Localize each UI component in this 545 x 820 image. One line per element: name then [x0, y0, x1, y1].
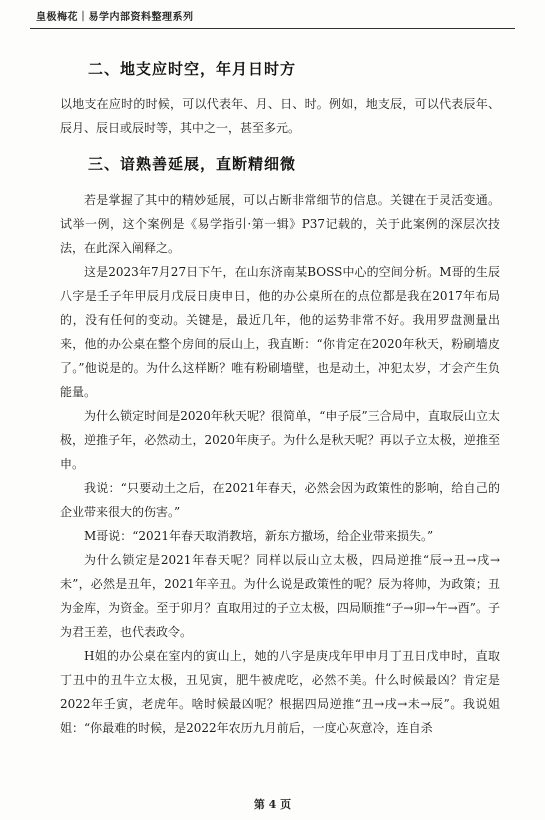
- section-3-body: [60, 188, 500, 740]
- paragraph: 为什么锁定是2021年春天呢？同样以辰山立太极，四局逆推“辰→丑→戌→未”，必然是丑年，2021年辛丑。为什么说是政策性的呢？辰为将帅，为政策；丑为金库，为资金。至于卯月？直取用过的子立太极，四局顺推“子→卯→午→酉”。子为君王差，也代表政令。: [60, 553, 500, 639]
- section-heading-3: 三、谙熟善延展，直断精细微: [88, 155, 297, 173]
- paragraph: 我说：“只要动土之后，在2021年春天，必然会因为政策性的影响，给自己的企业带来很大的伤害。”: [60, 481, 500, 519]
- header-rule: [30, 28, 515, 29]
- paragraph: M哥说：“2021年春天取消教培，新东方撤场，给企业带来损失。”: [84, 529, 434, 543]
- section-heading-2: 二、地支应时空，年月日时方: [88, 60, 297, 78]
- section-2-body: [60, 92, 500, 140]
- paragraph: 若是掌握了其中的精妙延展，可以占断非常细节的信息。关键在于灵活变通。试举一例，这个案例是《易学指引·第一辑》P37记载的，关于此案例的深层次技法，在此深入阐释之。: [60, 193, 500, 255]
- page-number: 第 4 页: [253, 798, 292, 811]
- running-header: 皇极梅花｜易学内部资料整理系列: [36, 12, 194, 23]
- paragraph: 为什么锁定时间是2020年秋天呢？很简单，“申子辰”三合局中，直取辰山立太极，逆推子年，必然动土，2020年庚子。为什么是秋天呢？再以子立太极，逆推至申。: [60, 409, 500, 471]
- paragraph: H姐的办公桌在室内的寅山上，她的八字是庚戌年甲申月丁丑日戊申时，直取丁丑中的丑牛立太极，丑见寅，肥牛被虎吃，必然不美。什么时候最凶？肯定是2022年壬寅，老虎年。啥时候最凶呢？根据四局逆推“丑→戌→未→辰”。我说姐姐：“你最难的时候，是2022年农历九月前后，一度心灰意冷，连自杀: [60, 649, 500, 735]
- paragraph: 以地支在应时的时候，可以代表年、月、日、时。例如，地支辰，可以代表辰年、辰月、辰日或辰时等，其中之一，甚至多元。: [60, 97, 500, 135]
- paragraph: 这是2023年7月27日下午，在山东济南某BOSS中心的空间分析。M哥的生辰八字是壬子年甲辰月戊辰日庚申日，他的办公桌所在的点位都是我在2017年布局的，没有任何的变动。关键是，最近几年，他的运势非常不好。我用罗盘测量出来，他的办公桌在整个房间的辰山上，我直断：“你肯定在2020年秋天，粉刷墙皮了。”他说是的。为什么这样断？唯有粉刷墙壁，也是动土，冲犯太岁，才会产生负能量。: [60, 265, 500, 399]
